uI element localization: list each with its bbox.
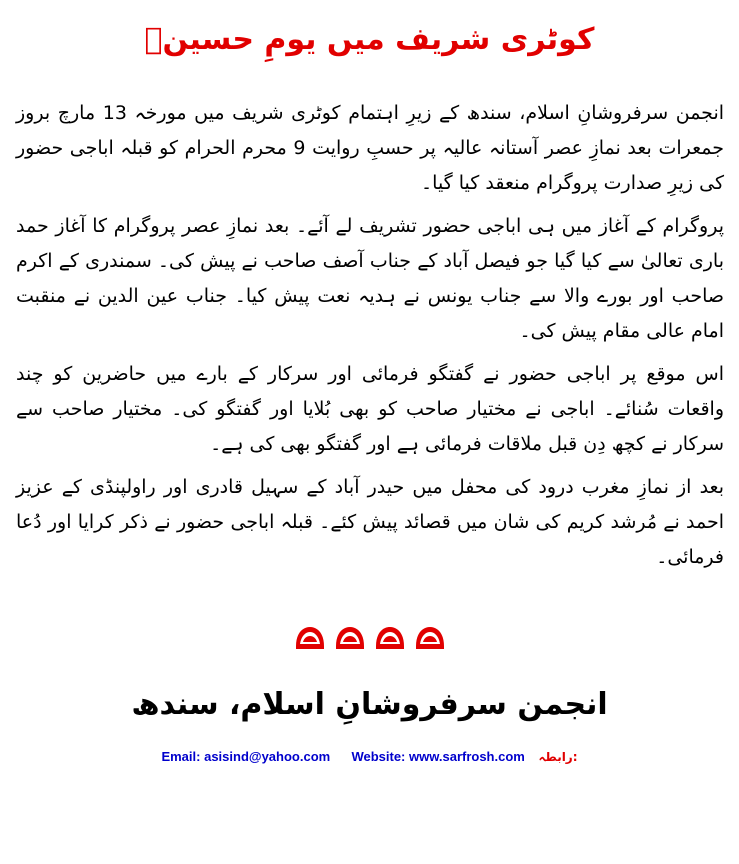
article-body [16, 96, 724, 583]
paragraph-1: انجمن سرفروشانِ اسلام، سندھ کے زیرِ اہتمام کوٹری شریف میں مورخہ 13 مارچ بروز جمعرات بعد نمازِ عصر آستانہ عالیہ پر حسبِ روایت 9 محرم الحرام کو قبلہ اباجی حضور کی زیرِ صدارت پروگرام منعقد کیا گیا۔ [16, 102, 725, 194]
arabesque-ornament-icon [332, 622, 368, 652]
email-link[interactable]: asisind@yahoo.com [204, 749, 331, 764]
website-label: Website: [351, 749, 406, 764]
arabesque-ornament-icon [292, 622, 328, 652]
contact-urdu-label: رابطہ: [538, 750, 578, 764]
paragraph-3: اس موقع پر اباجی حضور نے گفتگو فرمائی اور سرکار کے بارے میں حاضرین کو چند واقعات سُنائے۔ اباجی نے مختیار صاحب کو بھی بُلایا اور گفتگو کی۔ مختیار صاحب سے سرکار نے کچھ دِن قبل ملاقات فرمائی ہے اور گفتگو بھی کی ہے۔ [16, 363, 724, 455]
arabesque-ornament-icon [372, 622, 408, 652]
paragraph-4: بعد از نمازِ مغرب درود کی محفل میں حیدر آباد کے سہیل قادری اور راولپنڈی کے عزیز احمد نے مُرشد کریم کی شان میں قصائد پیش کئے۔ قبلہ اباجی حضور نے ذکر کرایا اور دُعا فرمائی۔ [16, 476, 724, 568]
arabesque-ornament-icon [412, 622, 448, 652]
paragraph-2: پروگرام کے آغاز میں ہی اباجی حضور تشریف لے آئے۔ بعد نمازِ عصر پروگرام کا آغاز حمد باری تعالیٰ سے کیا گیا جو فیصل آباد کے جناب آصف صاحب نے پیش کی۔ سمندری کے اکرم صاحب اور بورے والا سے جناب یونس نے ہدیہ نعت پیش کیا۔ جناب عین الدین نے منقبت امام عالی مقام پیش کی۔ [16, 215, 724, 342]
website-link[interactable]: www.sarfrosh.com [409, 749, 525, 764]
organization-signature: انجمن سرفروشانِ اسلام، سندھ [131, 687, 608, 722]
contact-footer [0, 748, 739, 766]
ornament-divider [0, 622, 739, 656]
email-label: Email: [161, 749, 201, 764]
page-title: کوٹری شریف میں یومِ حسینؑ [144, 22, 595, 57]
